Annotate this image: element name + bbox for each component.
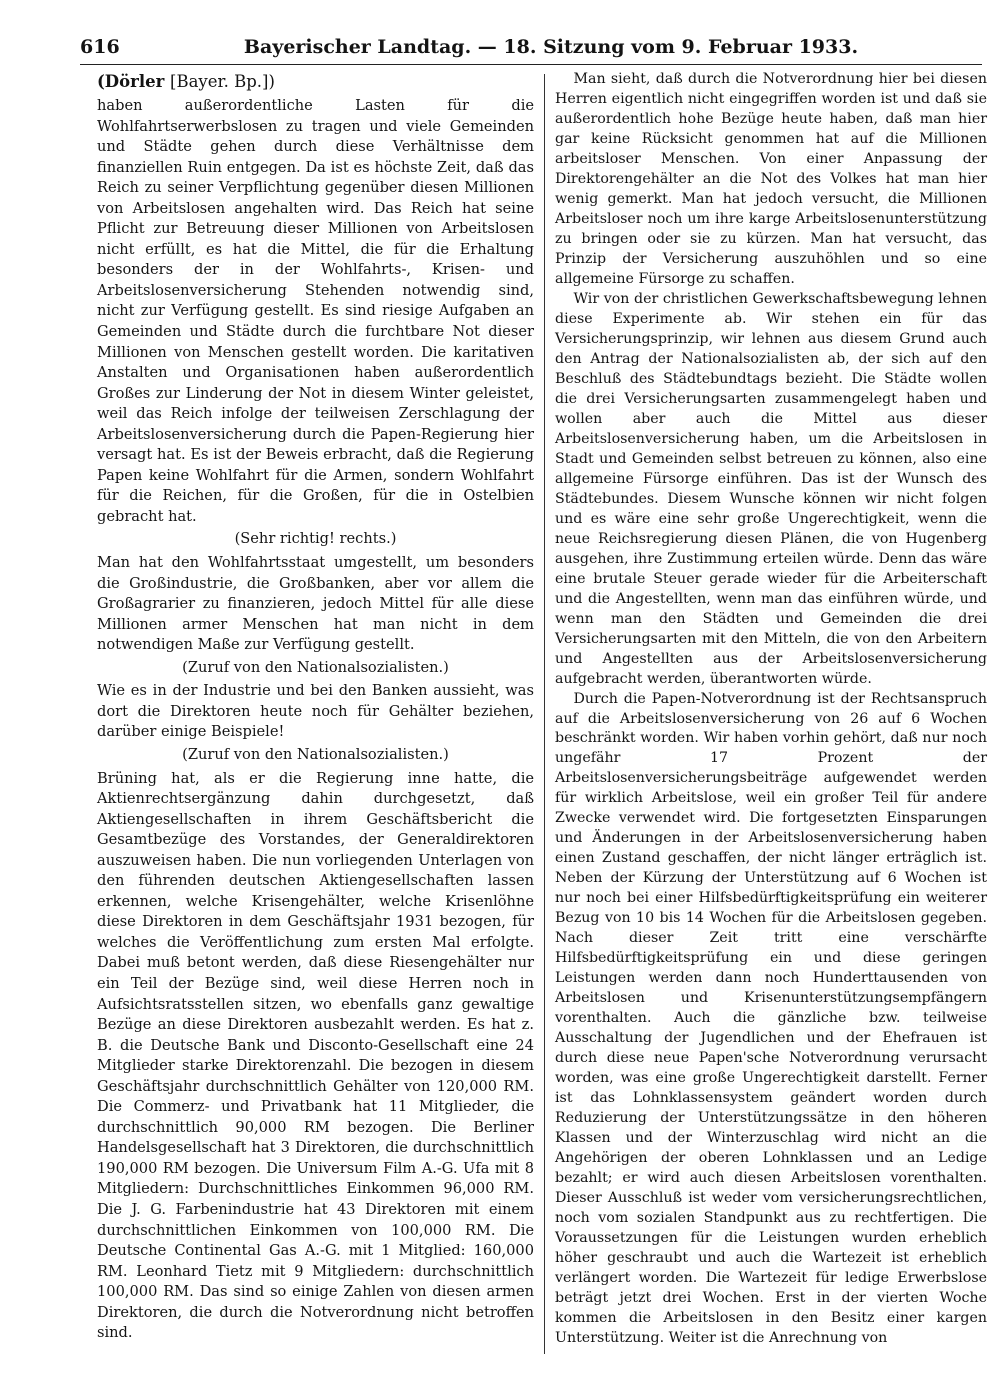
page-header [80,30,982,65]
paragraph: Brüning hat, als er die Regierung inne hatte, die Aktienrechtsergänzung dahin durchgesetzt, daß Aktiengesellschaften in ihrem Geschäftsbericht die Gesamtbezüge des Vorstandes, der Generaldirektoren auszuweisen haben. Die nun vorliegenden Unterlagen von den führenden deutschen Aktiengesellschaften lassen erkennen, welche Krisengehälter, welche Krisenlöhne diese Direktoren in dem Geschäftsjahr 1931 bezogen, für welches die Veröffentlichung zum ersten Mal erfolgte. Dabei muß betont werden, daß diese Riesengehälter nur ein Teil der Bezüge sind, weil diese Herren noch in Aufsichtsratsstellen sitzen, wo ebenfalls ganz gewaltige Bezüge an diese Direktoren ausbezahlt werden. Es hat z. B. die Deutsche Bank und Disconto-Gesellschaft eine 24 Mitglieder starke Direktorenzahl. Die bezogen in diesem Geschäftsjahr durchschnittlich Gehälter von 120,000 RM. Die Commerz- und Privatbank hat 11 Mitglieder, die durchschnittlich 90,000 RM bezogen. Die Berliner Handelsgesellschaft hat 3 Direktoren, die durchschnittlich 190,000 RM bezogen. Die Universum Film A.-G. Ufa mit 8 Mitgliedern: Durchschnittliches Einkommen 96,000 RM. Die J. G. Farbenindustrie hat 43 Direktoren mit einem durchschnittlichen Einkommen von 100,000 RM. Die Deutsche Continental Gas A.-G. mit 1 Mitglied: 160,000 RM. Leonhard Tietz mit 9 Mitgliedern: durchschnittlich 100,000 RM. Das sind so einige Zahlen von diesen armen Direktoren, die durch die Notverordnung nicht betroffen sind. [97,769,534,1342]
speaker-line [97,70,534,94]
paragraph: Durch die Papen-Notverordnung ist der Rechtsanspruch auf die Arbeitslosenversicherung von 26 auf 6 Wochen beschränkt worden. Wir haben vorhin gehört, daß nur noch ungefähr 17 Prozent der Arbeitslosenversicherungsbeiträge aufgewendet werden für wirklich Arbeitslose, weil ein großer Teil für andere Zwecke verwendet wird. Die fortgesetzten Einsparungen und Änderungen in der Arbeitslosenversicherung haben einen Zustand geschaffen, der nicht länger erträglich ist. Neben der Kürzung der Unterstützung auf 6 Wochen ist nur noch bei einer Hilfsbedürftigkeitsprüfung ein weiterer Bezug von 10 bis 14 Wochen für die Arbeitslosen gegeben. Nach dieser Zeit tritt eine verschärfte Hilfsbedürftigkeitsprüfung ein und diese geringen Leistungen werden dann noch Hunderttausenden von Arbeitslosen und Krisenunterstützungsempfängern vorenthalten. Auch die gänzliche bzw. teilweise Ausschaltung der Jugendlichen und der Ehefrauen ist durch diese neue Papen'sche Notverordnung verursacht worden, was eine große Ungerechtigkeit darstellt. Ferner ist das Lohnklassensystem geändert worden durch Reduzierung der Unterstützungssätze in den höheren Klassen und der Winterzuschlag wird nicht an die Angehörigen der oberen Lohnklassen und an Ledige bezahlt; er wird auch diesen Arbeitslosen vorenthalten. Dieser Ausschluß ist weder vom versicherungsrechtlichen, noch vom sozialen Standpunkt aus zu rechtfertigen. Die Voraussetzungen für die Leistungen wurden erheblich höher geschraubt und auch die Wartezeit ist erheblich verlängert worden. Die Wartezeit für ledige Erwerbslose beträgt jetzt drei Wochen. Erst in der vierten Woche kommen die Arbeitslosen in den Besitz einer kargen Unterstützung. Weiter ist die Anrechnung von [555,690,987,1347]
paragraph: haben außerordentliche Lasten für die Wohlfahrtserwerbslosen zu tragen und viele Gemeinden und Städte gehen durch diese Verhältnisse dem finanziellen Ruin entgegen. Da ist es höchste Zeit, daß das Reich zu seiner Verpflichtung gegenüber diesen Millionen von Arbeitslosen angehalten wird. Das Reich hat seine Pflicht zur Betreuung dieser Millionen von Arbeitslosen nicht erfüllt, es hat die Mittel, die für die Erhaltung besonders der in der Wohlfahrts-, Krisen- und Arbeitslosenversicherung Stehenden notwendig sind, nicht zur Verfügung gestellt. Es sind riesige Aufgaben an Gemeinden und Städte durch die furchtbare Not dieser Millionen von Menschen gestellt worden. Die karitativen Anstalten und Organisationen haben außerordentlich Großes zur Linderung der Not in diesem Winter geleistet, weil das Reich infolge der teilweisen Zerschlagung der Arbeitslosenversicherung durch die Papen-Regierung hier versagt hat. Es ist der Beweis erbracht, daß die Regierung Papen keine Wohlfahrt für die Armen, sondern Wohlfahrt für die Reichen, für die Großen, für die in Ostelbien gebracht hat. [97,97,534,525]
paragraph: Wie es in der Industrie und bei den Banken aussieht, was dort die Direktoren heute noch für Gehälter beziehen, darüber einige Beispiele! [97,682,534,741]
column-divider [544,74,545,1354]
right-column [555,70,987,1349]
speaker-name: (Dörler [97,72,165,91]
left-column [97,70,534,1344]
speaker-party: [Bayer. Bp.]) [170,72,275,91]
interjection: (Zuruf von den Nationalsozialisten.) [182,658,449,676]
paragraph: Man hat den Wohlfahrtsstaat umgestellt, um besonders die Großindustrie, die Großbanken, aber vor allem die Großagrarier zu finanzieren, jedoch Mittel für alle diese Millionen armer Menschen hat man nicht in dem notwendigen Maße zur Verfügung gestellt. [97,554,534,654]
interjection: (Zuruf von den Nationalsozialisten.) [182,745,449,763]
paragraph: Man sieht, daß durch die Notverordnung hier bei diesen Herren eigentlich nicht eingegriffen worden ist und daß sie außerordentlich hohe Bezüge heute haben, daß man hier gar keine Rücksicht genommen hat auf die Millionen arbeitsloser Menschen. Von einer Anpassung der Direktorengehälter an die Not des Volkes hat man hier wenig gemerkt. Man hat jedoch versucht, die Millionen Arbeitsloser noch um ihre karge Arbeitslosenunterstützung zu bringen oder sie zu kürzen. Man hat versucht, das Prinzip der Versicherung auszuhöhlen und so eine allgemeine Fürsorge zu schaffen. [555,71,987,287]
paragraph: Wir von der christlichen Gewerkschaftsbewegung lehnen diese Experimente ab. Wir stehen ein für das Versicherungsprinzip, wir lehnen aus diesem Grund auch den Antrag der Nationalsozialisten ab, der sich auf den Beschluß des Städtebundtags bezieht. Die Städte wollen die drei Versicherungsarten zusammengelegt haben und wollen aber auch die Mittel aus dieser Arbeitslosenversicherung haben, um die Arbeitslosen in Stadt und Gemeinden selbst betreuen zu können, also eine allgemeine Fürsorge einführen. Das ist der Wunsch des Städtebundes. Diesem Wunsche können wir nicht folgen und es wäre eine sehr große Ungerechtigkeit, wenn die neue Reichsregierung diesen Plänen, die von Hugenberg ausgehen, ihre Zustimmung erteilen würde. Denn das wäre eine brutale Steuer gerade wieder für die Arbeiterschaft und die Angestellten, wenn man das einführen würde, und wenn man den Städten und Gemeinden die drei Versicherungsarten mit den Mitteln, die von den Arbeitern und Angestellten aus der Arbeitslosenversicherung aufgebracht werden, überantworten würde. [555,290,987,687]
page-number: 616 [80,36,120,58]
interjection: (Sehr richtig! rechts.) [234,530,397,548]
running-title: Bayerischer Landtag. — 18. Sitzung vom 9. Februar 1933. [243,36,859,58]
